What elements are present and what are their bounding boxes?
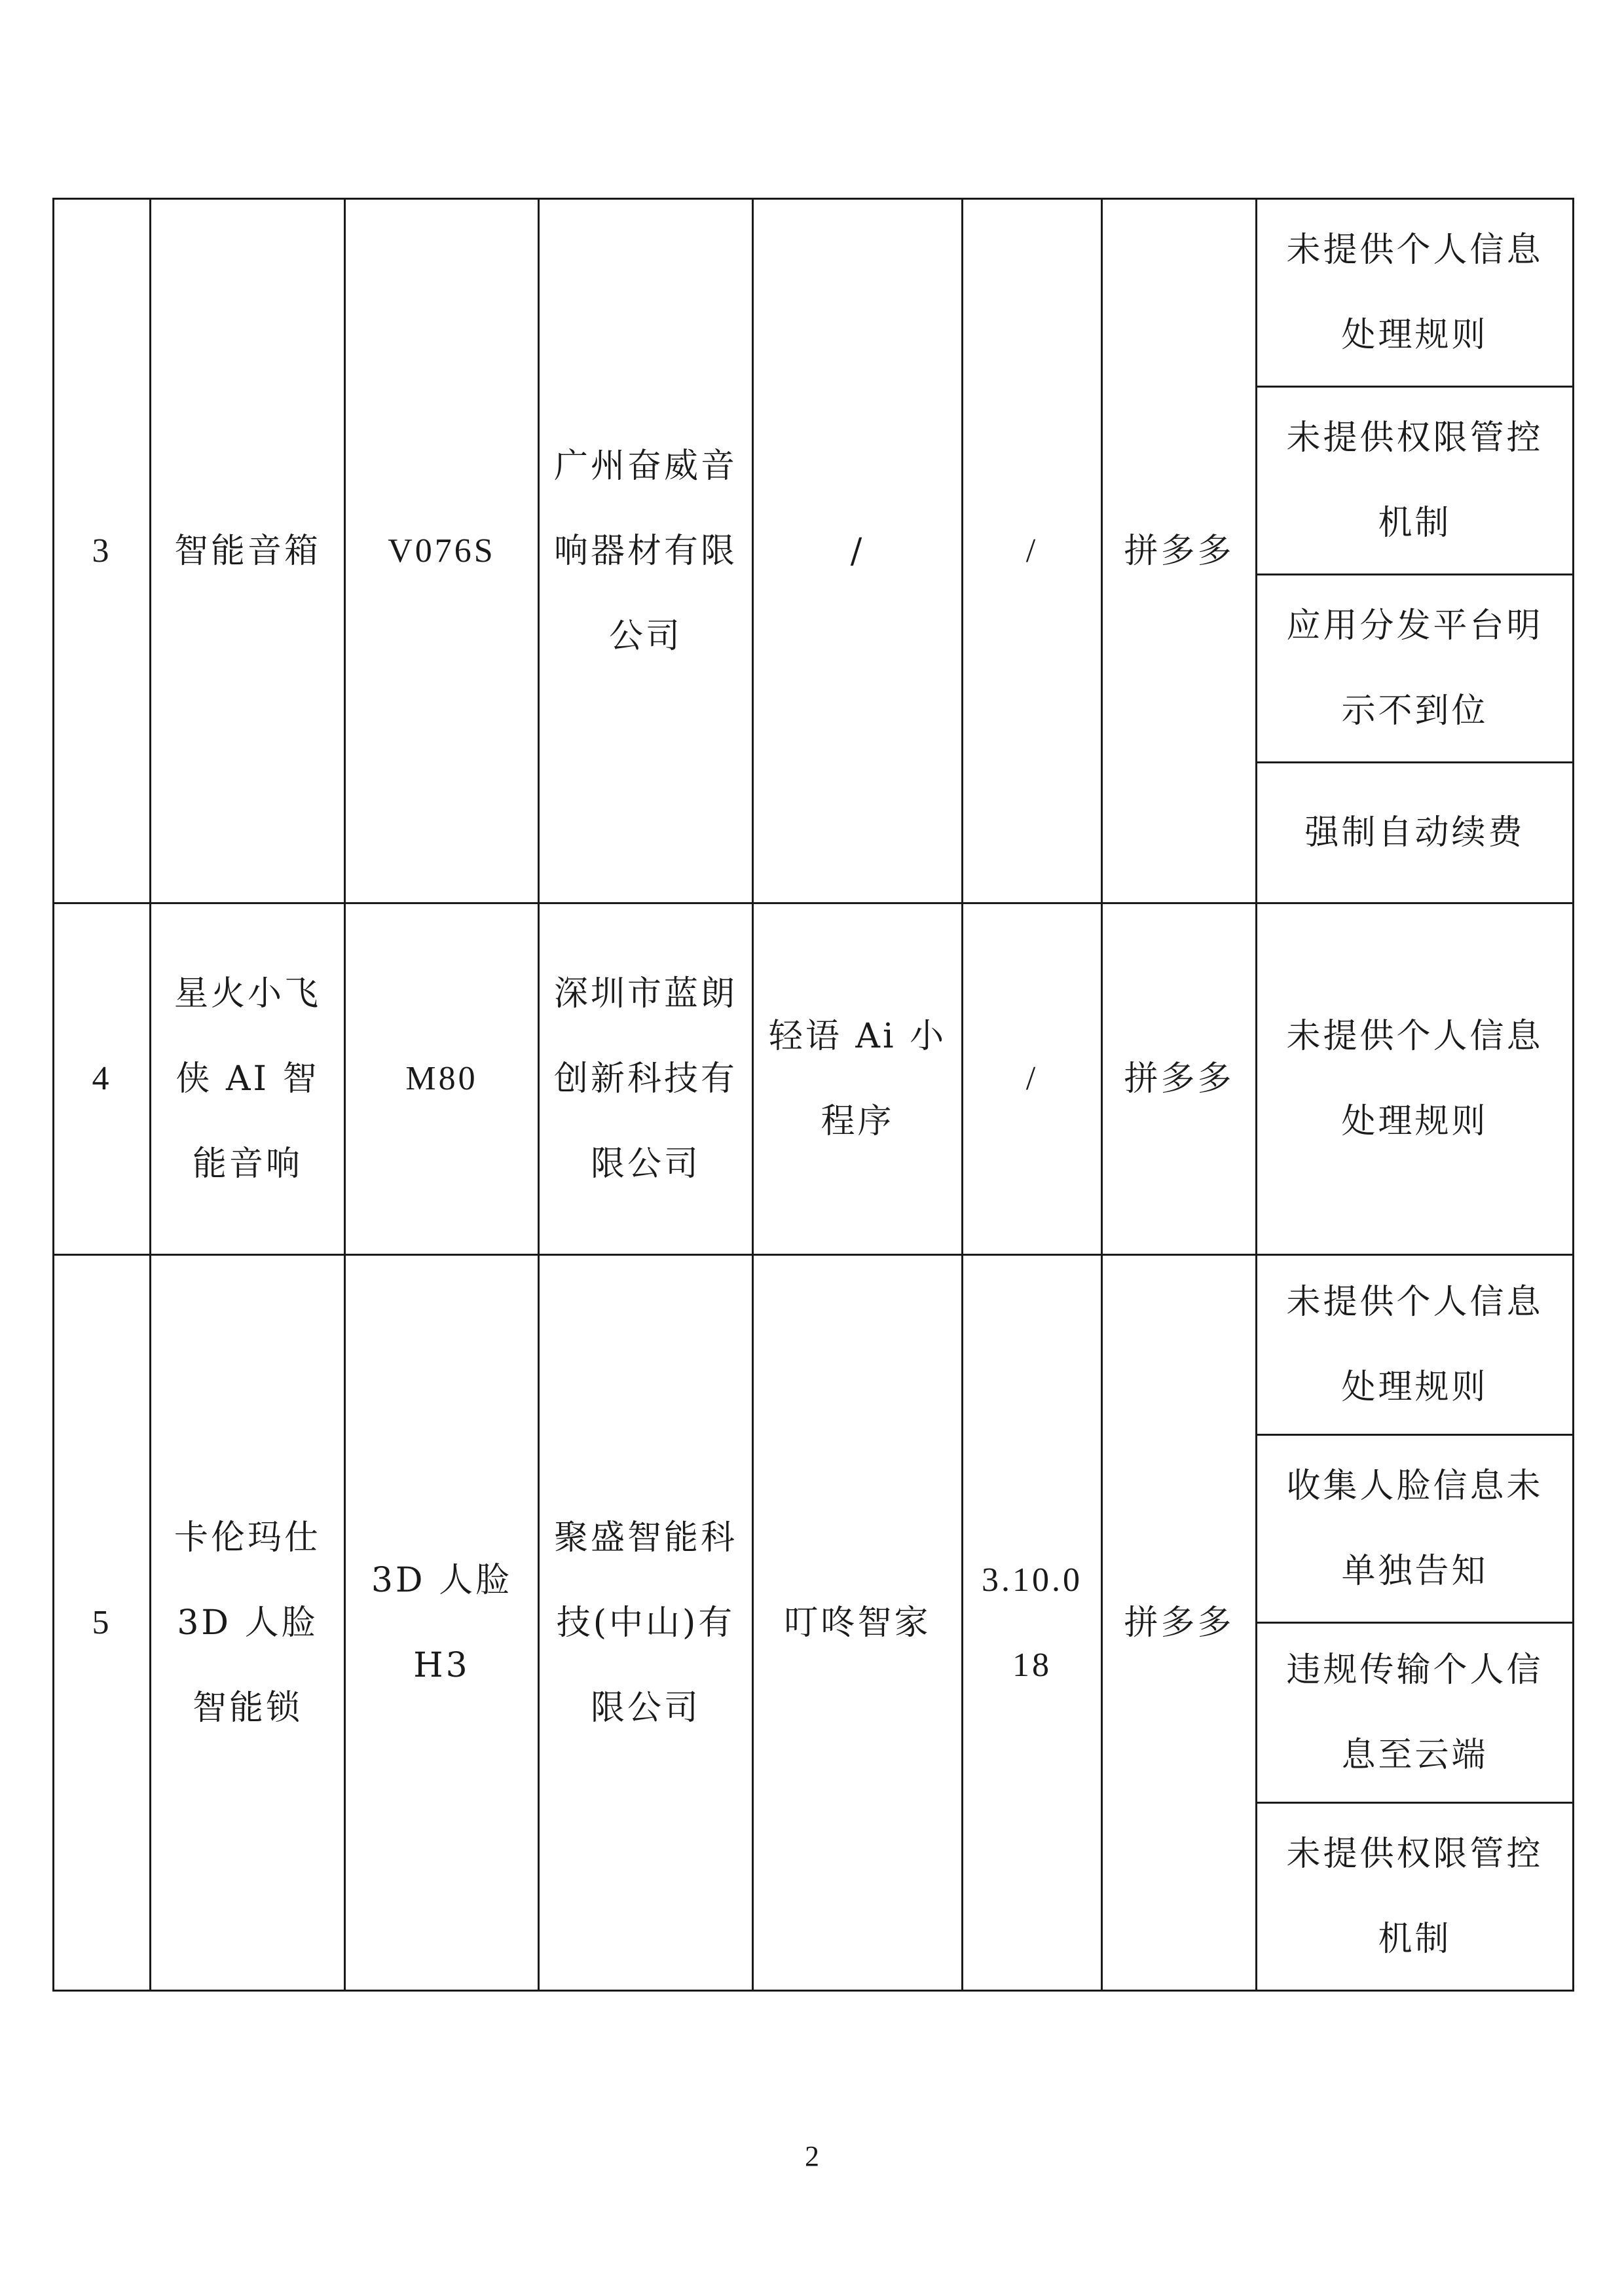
cell-issue: 应用分发平台明示不到位 [1257, 575, 1574, 763]
cell-company: 深圳市蓝朗创新科技有限公司 [539, 903, 753, 1255]
cell-version: 3.10.018 [963, 1255, 1102, 1991]
cell-model: V076S [345, 199, 539, 903]
cell-platform: 拼多多 [1102, 1255, 1257, 1991]
cell-app: 轻语 Ai 小程序 [753, 903, 963, 1255]
cell-issue: 未提供个人信息处理规则 [1257, 903, 1574, 1255]
cell-number: 3 [54, 199, 151, 903]
table-row [54, 199, 1574, 387]
cell-version: / [963, 199, 1102, 903]
page-number: 2 [805, 2140, 819, 2172]
product-issue-table [52, 198, 1574, 1992]
cell-platform: 拼多多 [1102, 903, 1257, 1255]
table-row [54, 903, 1574, 1255]
cell-app: 叮咚智家 [753, 1255, 963, 1991]
cell-version: / [963, 903, 1102, 1255]
cell-issue: 违规传输个人信息至云端 [1257, 1623, 1574, 1803]
cell-platform: 拼多多 [1102, 199, 1257, 903]
cell-issue: 强制自动续费 [1257, 763, 1574, 903]
cell-issue: 未提供个人信息处理规则 [1257, 1255, 1574, 1435]
table-row [54, 1255, 1574, 1435]
cell-product: 星火小飞侠 AI 智能音响 [151, 903, 345, 1255]
cell-number: 4 [54, 903, 151, 1255]
cell-company: 聚盛智能科技(中山)有限公司 [539, 1255, 753, 1991]
cell-issue: 未提供权限管控机制 [1257, 387, 1574, 575]
cell-model: 3D 人脸 H3 [345, 1255, 539, 1991]
cell-model: M80 [345, 903, 539, 1255]
cell-issue: 收集人脸信息未单独告知 [1257, 1435, 1574, 1623]
cell-number: 5 [54, 1255, 151, 1991]
cell-issue: 未提供权限管控机制 [1257, 1803, 1574, 1991]
cell-company: 广州奋威音响器材有限公司 [539, 199, 753, 903]
cell-app: / [753, 199, 963, 903]
cell-issue: 未提供个人信息处理规则 [1257, 199, 1574, 387]
cell-product: 卡伦玛仕 3D 人脸智能锁 [151, 1255, 345, 1991]
cell-product: 智能音箱 [151, 199, 345, 903]
